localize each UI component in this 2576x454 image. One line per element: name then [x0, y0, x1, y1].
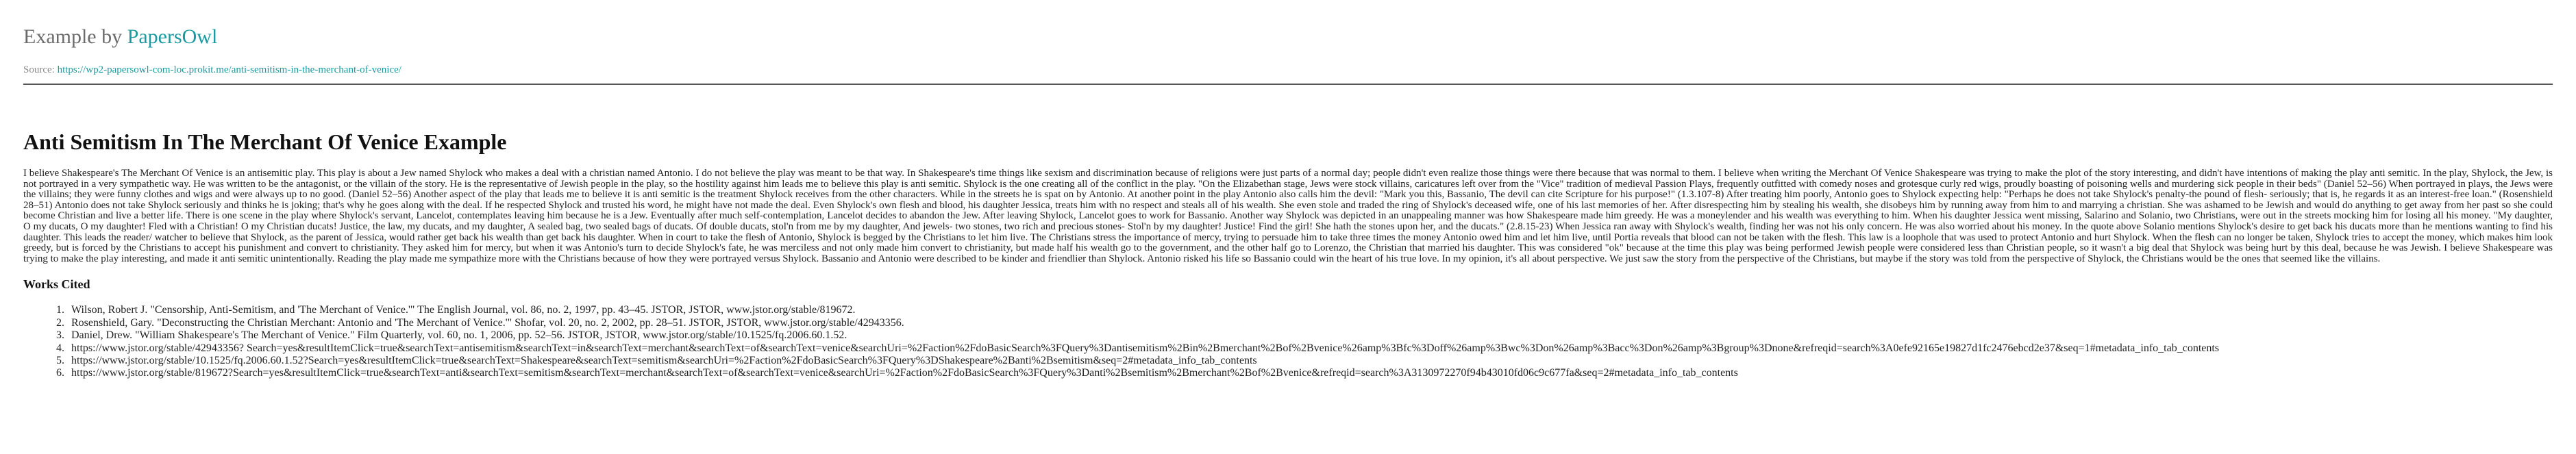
essay-title: Anti Semitism In The Merchant Of Venice Example	[23, 129, 507, 154]
works-cited-item: 3. Daniel, Drew. "William Shakespeare's The Merchant of Venice." Film Quarterly, vol. 60, no. 1, 2006, pp. 52–56. JSTOR, JSTOR, www.jstor.org/stable/10.1525/fq.2006.60.1.52.	[67, 329, 2553, 342]
brand-link[interactable]: PapersOwl	[127, 25, 218, 48]
works-cited-item: 1. Wilson, Robert J. "Censorship, Anti-Semitism, and 'The Merchant of Venice.'" The English Journal, vol. 86, no. 2, 1997, pp. 43–45. JSTOR, JSTOR, www.jstor.org/stable/819672.	[67, 304, 2553, 316]
page-header-title	[23, 25, 2553, 49]
works-cited-item: 6. https://www.jstor.org/stable/819672?Search=yes&resultItemClick=true&searchText=anti&searchText=semitism&searchText=merchant&searchText=of&searchText=venice&searchUri=%2Faction%2FdoBasicSearch%3FQuery%3Danti%2Bsemitism%2Bmerchant%2Bof%2Bvenice&refreqid=search%3A3130972270f94b43010fd06c9c677fa&seq=2#metadata_info_tab_contents	[67, 367, 2553, 379]
source-label: Source:	[23, 64, 58, 75]
essay-body: I believe Shakespeare's The Merchant Of Venice is an antisemitic play. This play is about a Jew named Shylock who makes a deal with a christian named Antonio. I do not believe the play was meant to be that way. In Shakespeare's time things like sexism and discrimination because of religions were just parts of a normal day; people didn't even realize those things were there because that was normal to them. I believe when writing the Merchant Of Venice Shakespeare was trying to make the plot of the story interesting, and didn't have intentions of making the play anti semitic. In the play, Shylock, the Jew, is not portrayed in a very sympathetic way. He was written to be the antagonist, or the villain of the story. He is the representative of Jewish people in the play, so the hostility against him leads me to believe this play is anti semitic. Shylock is the one creating all of the conflict in the play. "On the Elizabethan stage, Jews were stock villains, caricatures left over from the "Vice" tradition of medieval Passion Plays, frequently outfitted with comedy noses and grotesque curly red wigs, proudly boasting of poisoning wells and murdering sick people in their beds" (Daniel 52–56) When portrayed in plays, the Jews were the villains; they were funny clothes and wigs and were always up to no good. (Daniel 52–56) Another aspect of the play that leads me to believe it is anti semitic is the treatment Shylock receives from the other characters. While in the streets he is spat on by Antonio. At another point in the play Antonio also calls him the devil: "Mark you this, Bassanio, The devil can cite Scripture for his purpose!" (1.3.107-8) After treating him poorly, Antonio goes to Shylock expecting help: "Perhaps he does not take Shylock's penalty-the pound of flesh- seriously; that is, he regards it as an interest-free loan." (Rosenshield 28–51) Antonio does not take Shylock seriously and thinks he is joking; that's why he goes along with the deal. If he respected Shylock and trusted his word, he might have not made the deal. Even Shylock's own flesh and blood, his daughter Jessica, treats him with no respect and steals all of his wealth. She even stole and traded the ring of Shylock's deceased wife, one of his last memories of her. After disrespecting him by stealing his wealth, she disobeys him by running away from him to and marrying a christian. She was ashamed to be Jewish and would do anything to get away from her past so she could become Christian and live a better life. There is one scene in the play where Shylock's servant, Lancelot, contemplates leaving him because he is a Jew. Eventually after much self-contemplation, Lancelot decides to abandon the Jew. After leaving Shylock, Lancelot goes to work for Bassanio. Another way Shylock was depicted in an unappealing manner was how Shakespeare made him greedy. He was a moneylender and his wealth was everything to him. When his daughter Jessica went missing, Salarino and Solanio, two Christians, were out in the streets mocking him for losing all his money. "My daughter, O my ducats, O my daughter! Fled with a Christian! O my Christian ducats! Justice, the law, my ducats, and my daughter, A sealed bag, two sealed bags of ducats. Of double ducats, stol'n from me by my daughter, And jewels- two stones, two rich and precious stones- Stol'n by my daughter! Justice! Find the girl! She hath the stones upon her, and the ducats." (2.8.15-23) When Jessica ran away with Shylock's wealth, finding her was not his only concern. He was also worried about his money. In the quote above Solanio mentions Shylock's desire to get back his ducats more than he mentions wanting to find his daughter. This leads the reader/ watcher to believe that Shylock, as the parent of Jessica, would rather get back his wealth than get back his daughter. When in court to take the flesh of Antonio, Shylock is begged by the Christians to let him live. The Christians stress the importance of mercy, trying to persuade him to take three times the money Antonio owed him and let him live, until Portia reveals that blood can not be taken with the flesh. This law is a loophole that was used to protect Antonio and hurt Shylock. When the flesh can no longer be taken, Shylock tries to accept the money, which makes him look greedy, but is forced by the Christians to accept his punishment and convert to christianity. They asked him for mercy, but when it was Antonio's turn to decide Shylock's fate, he was merciless and not only made him convert to christianity, but made half his wealth go to the government, and the other half go to Lorenzo, the Christian that married his daughter. This was considered "ok" because at the time this play was being performed Jewish people were considered less than Christian people, so it wasn't a big deal that Shylock was being hurt by this deal, because he was Jewish. I believe Shakespeare was trying to make the play interesting, and made it anti semitic unintentionally. Reading the play made me sympathize more with the Christians because of how they were portrayed versus Shylock. Bassanio and Antonio were described to be kinder and friendlier than Shylock. Antonio risked his life so Bassanio could win the heart of his true love. In my opinion, it's all about perspective. We just saw the story from the perspective of the Christians, but maybe if the story was told from the perspective of Shylock, the Christians would be the ones that seemed like the villains.	[23, 168, 2553, 264]
works-cited-heading: Works Cited	[23, 277, 90, 292]
source-url-link[interactable]: https://wp2-papersowl-com-loc.prokit.me/anti-semitism-in-the-merchant-of-venice/	[57, 64, 401, 75]
works-cited-item: 2. Rosenshield, Gary. "Deconstructing the Christian Merchant: Antonio and 'The Merchant of Venice.'" Shofar, vol. 20, no. 2, 2002, pp. 28–51. JSTOR, JSTOR, www.jstor.org/stable/42943356.	[67, 317, 2553, 329]
works-cited-item: 4. https://www.jstor.org/stable/42943356? Search=yes&resultItemClick=true&searchText=antisemitism&searchText=in&searchText=merchant&searchText=of&searchText=venice&searchUri=%2Faction%2FdoBasicSearch%3FQuery%3Dantisemitism%2Bin%2Bmerchant%2Bof%2Bvenice%26amp%3Bfc%3Doff%26amp%3Bwc%3Don%26amp%3Bacc%3Don%26amp%3Bgroup%3Dnone&refreqid=search%3A0efe92165e19827d1fc2476ebcd2e37&seq=1#metadata_info_tab_contents	[67, 342, 2553, 355]
source-line	[23, 64, 2553, 76]
header-prefix: Example by	[23, 25, 127, 48]
works-cited-list	[23, 304, 2553, 379]
works-cited-item: 5. https://www.jstor.org/stable/10.1525/fq.2006.60.1.52?Search=yes&resultItemClick=true&searchText=Shakespeare&searchText=semitism&searchUri=%2Faction%2FdoBasicSearch%3FQuery%3DShakespeare%2Banti%2Bsemitism&seq=2#metadata_info_tab_contents	[67, 355, 2553, 367]
header-divider	[23, 84, 2553, 85]
